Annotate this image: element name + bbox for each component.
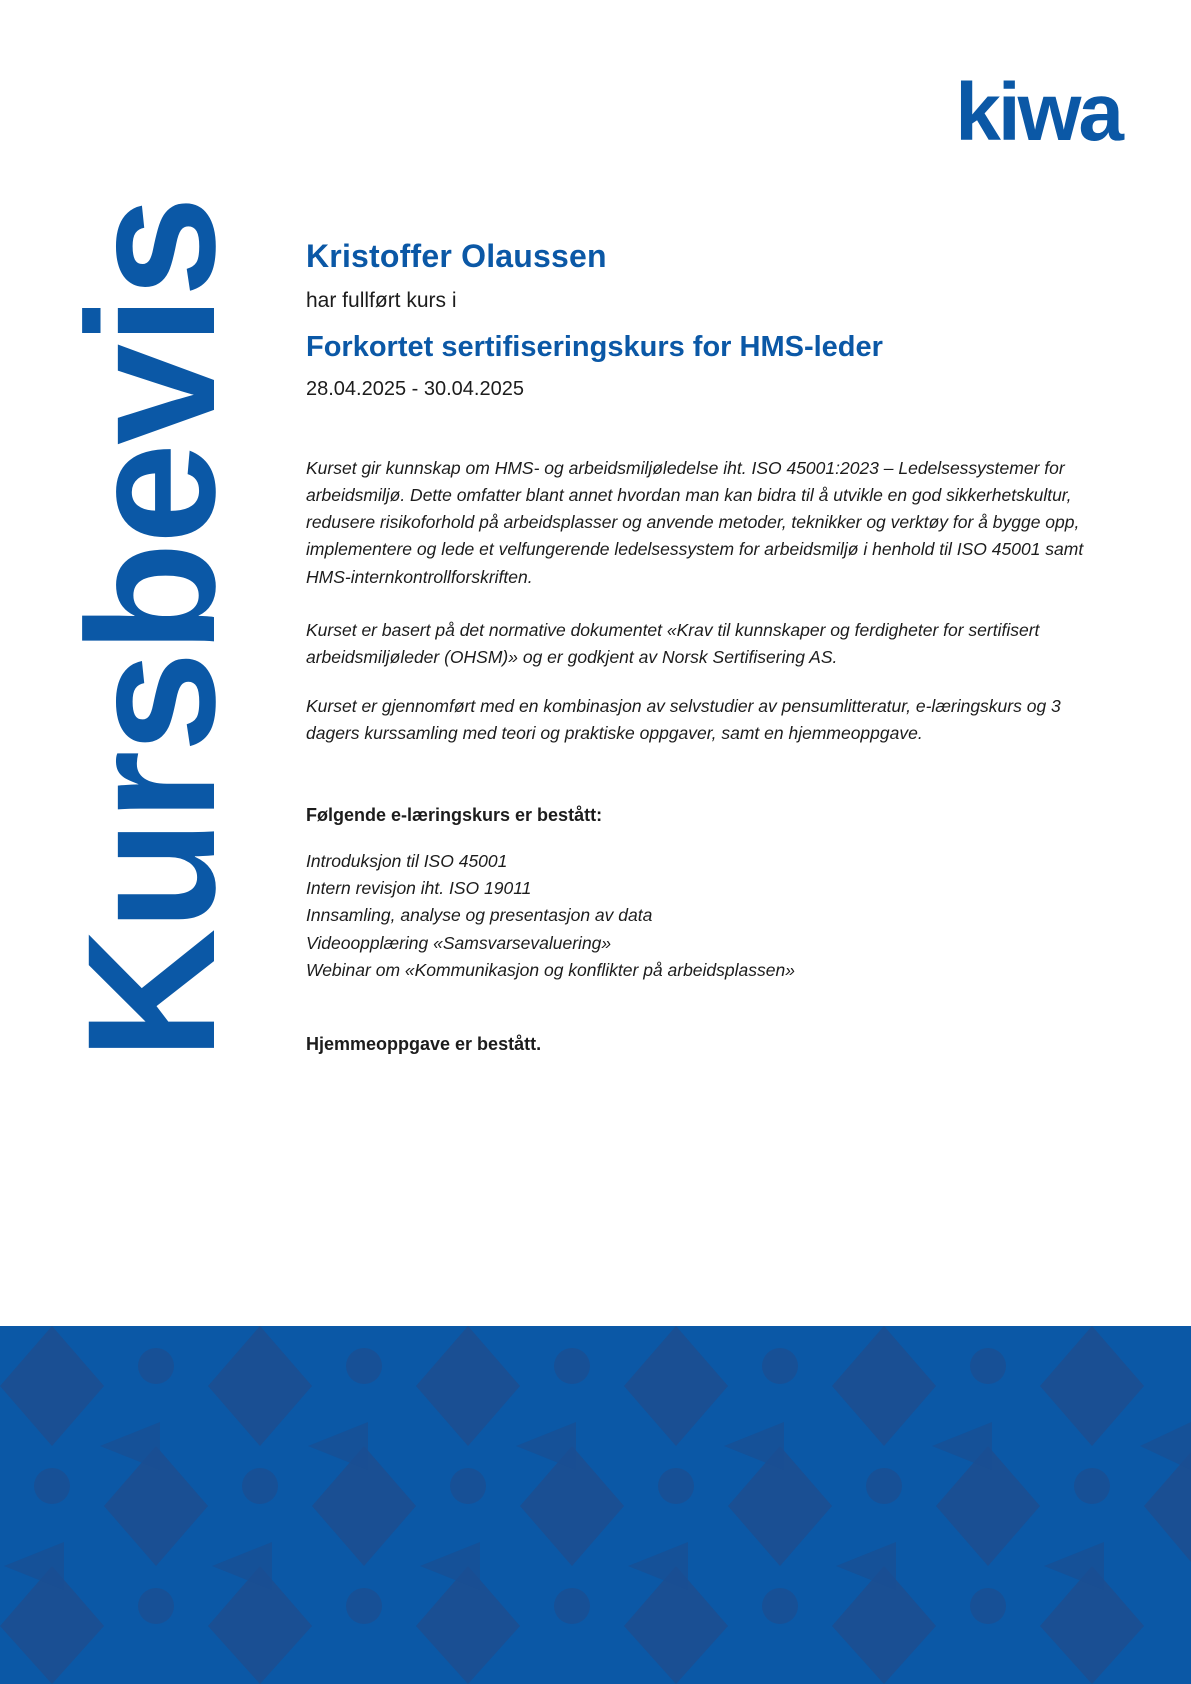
recipient-name: Kristoffer Olaussen <box>306 238 607 274</box>
footer-decorative-band <box>0 1326 1191 1684</box>
course-dates: 28.04.2025 - 30.04.2025 <box>306 378 524 400</box>
side-title-container <box>0 0 280 1100</box>
completion-label: har fullført kurs i <box>306 289 457 312</box>
course-title: Forkortet sertifiseringskurs for HMS-leder <box>306 331 883 363</box>
list-item: Webinar om «Kommunikasjon og konflikter på arbeidsplassen» <box>306 959 795 980</box>
list-item: Innsamling, analyse og presentasjon av data <box>306 905 653 926</box>
certificate-content <box>306 238 1106 1055</box>
list-item: Introduksjon til ISO 45001 <box>306 851 508 872</box>
side-title: Kursbevis <box>49 197 253 1060</box>
description-paragraph-2: Kurset er basert på det normative dokumentet «Krav til kunnskaper og ferdigheter for sertifisert arbeidsmiljøleder (OHSM)» og er godkjent av Norsk Sertifisering AS. <box>306 619 1040 667</box>
description-paragraph-1: Kurset gir kunnskap om HMS- og arbeidsmiljøledelse iht. ISO 45001:2023 – Ledelsessystemer for arbeidsmiljø. Dette omfatter blant annet hvordan man kan bidra til å utvikle en god sikkerhetskultur, redusere risikoforhold på arbeidsplasser og anvende metoder, teknikker og verktøy for å bygge opp, implementere og lede et velfungerende ledelsessystem for arbeidsmiljø i henhold til ISO 45001 samt HMS-internkontrollforskriften. <box>306 458 1084 587</box>
list-item: Videoopplæring «Samsvarsevaluering» <box>306 932 612 953</box>
description-paragraph-3: Kurset er gjennomført med en kombinasjon av selvstudier av pensumlitteratur, e-læringskurs og 3 dagers kurssamling med teori og praktiske oppgaver, samt en hjemmeoppgave. <box>306 695 1061 743</box>
homework-note: Hjemmeoppgave er bestått. <box>306 1033 542 1054</box>
kiwa-logo: kiwa <box>955 67 1121 158</box>
elearning-heading: Følgende e-læringskurs er bestått: <box>306 805 603 826</box>
band-pattern-icon <box>0 1326 1191 1684</box>
elearning-course-list <box>306 848 1106 984</box>
list-item: Intern revisjon iht. ISO 19011 <box>306 878 532 899</box>
